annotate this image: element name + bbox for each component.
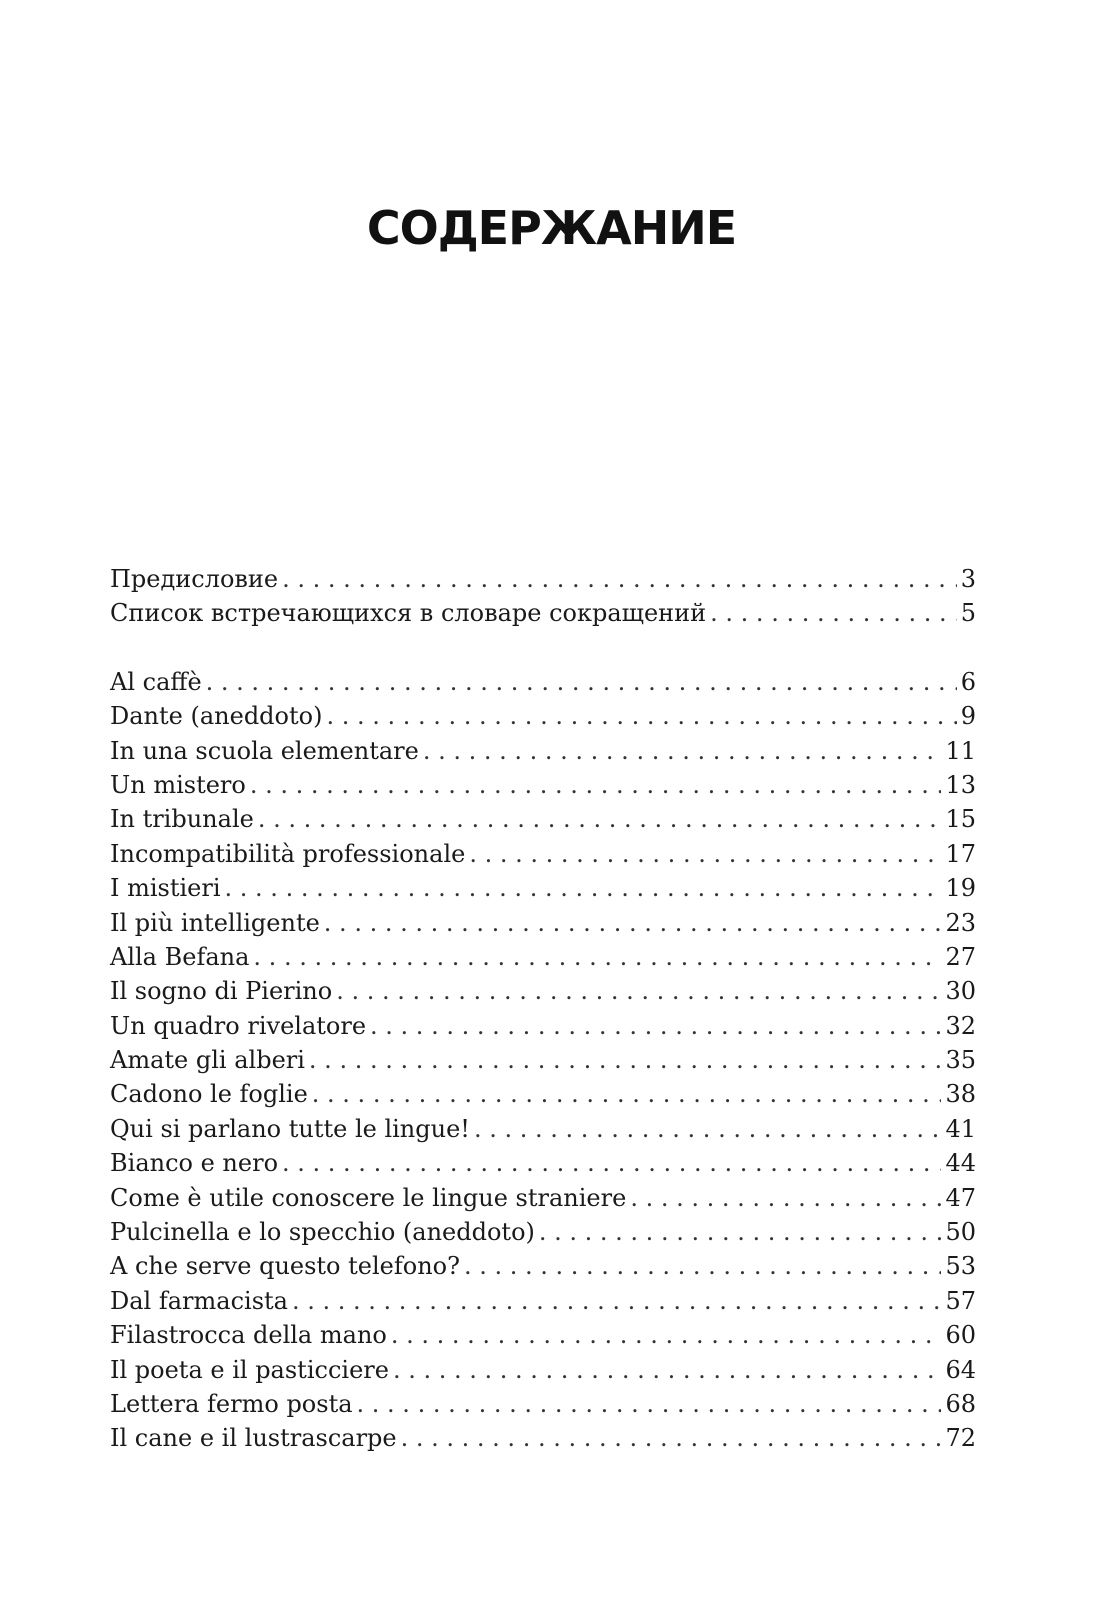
toc-entry-title: Il sogno di Pierino [110, 977, 333, 1006]
toc-entry-title: Amate gli alberi [110, 1046, 305, 1075]
toc-entry-title: Il poeta e il pasticciere [110, 1355, 389, 1384]
toc-entry-page: 72 [945, 1424, 976, 1453]
toc-entry-page: 50 [945, 1218, 976, 1247]
dot-leader [292, 1284, 941, 1318]
toc-entry-title: Cadono le foglie [110, 1080, 308, 1109]
dot-leader [282, 562, 957, 596]
toc-entry[interactable] [110, 906, 976, 940]
dot-leader [630, 1181, 941, 1215]
toc-entry-title: Il più intelligente [110, 908, 320, 937]
toc-entry-title: Un mistero [110, 770, 246, 799]
dot-leader [326, 699, 956, 733]
toc-front-matter [110, 562, 976, 631]
table-of-contents [110, 562, 976, 1456]
dot-leader [357, 1387, 942, 1421]
toc-entry-title: Come è utile conoscere le lingue straniere [110, 1183, 627, 1212]
toc-entry-title: Il cane e il lustrascarpe [110, 1424, 397, 1453]
toc-entry-title: Qui si parlano tutte le lingue! [110, 1114, 470, 1143]
toc-entry-page: 15 [945, 805, 976, 834]
dot-leader [324, 906, 942, 940]
toc-entry-title: Un quadro rivelatore [110, 1011, 367, 1040]
toc-entry[interactable] [110, 1215, 976, 1249]
toc-entry-page: 9 [960, 702, 976, 731]
toc-entry-page: 68 [945, 1389, 976, 1418]
toc-entry[interactable] [110, 562, 976, 596]
page-title: СОДЕРЖАНИЕ [366, 200, 737, 255]
toc-stories [110, 665, 976, 1456]
toc-entry-page: 41 [945, 1114, 976, 1143]
toc-entry-page: 44 [945, 1149, 976, 1178]
toc-entry[interactable] [110, 1112, 976, 1146]
toc-entry-title: Pulcinella e lo specchio (aneddoto) [110, 1218, 535, 1247]
toc-entry-page: 64 [945, 1355, 976, 1384]
dot-leader [370, 1009, 941, 1043]
toc-entry-page: 11 [945, 736, 976, 765]
dot-leader [391, 1318, 942, 1352]
dot-leader [393, 1353, 942, 1387]
toc-entry-page: 47 [945, 1183, 976, 1212]
dot-leader [464, 1249, 941, 1283]
dot-leader [309, 1043, 942, 1077]
toc-entry[interactable] [110, 802, 976, 836]
toc-entry-page: 32 [945, 1011, 976, 1040]
toc-entry[interactable] [110, 1009, 976, 1043]
toc-entry-title: Dal farmacista [110, 1286, 288, 1315]
dot-leader [225, 871, 942, 905]
toc-entry-title: Incompatibilità professionale [110, 839, 466, 868]
toc-entry-page: 57 [945, 1286, 976, 1315]
toc-entry[interactable] [110, 1284, 976, 1318]
toc-entry[interactable] [110, 871, 976, 905]
toc-entry[interactable] [110, 1249, 976, 1283]
toc-entry-page: 17 [945, 839, 976, 868]
toc-entry[interactable] [110, 734, 976, 768]
toc-entry-page: 6 [960, 667, 976, 696]
toc-entry[interactable] [110, 1181, 976, 1215]
toc-entry-title: Filastrocca della mano [110, 1321, 387, 1350]
toc-entry-page: 53 [945, 1252, 976, 1281]
toc-entry-title: In tribunale [110, 805, 254, 834]
toc-entry[interactable] [110, 699, 976, 733]
toc-entry-page: 23 [945, 908, 976, 937]
toc-entry-page: 5 [960, 599, 976, 628]
toc-entry-title: Предисловие [110, 565, 279, 593]
toc-entry[interactable] [110, 768, 976, 802]
toc-entry-title: Alla Befana [110, 942, 250, 971]
toc-entry[interactable] [110, 1077, 976, 1111]
dot-leader [258, 802, 942, 836]
toc-entry-title: Dante (aneddoto) [110, 702, 323, 731]
toc-entry-title: A che serve questo telefono? [110, 1252, 460, 1281]
dot-leader [474, 1112, 942, 1146]
dot-leader [250, 768, 942, 802]
toc-entry-page: 30 [945, 977, 976, 1006]
dot-leader [206, 665, 957, 699]
toc-entry[interactable] [110, 1318, 976, 1352]
toc-entry-page: 19 [945, 874, 976, 903]
toc-entry[interactable] [110, 940, 976, 974]
toc-entry-title: I mistieri [110, 874, 221, 903]
dot-leader [710, 596, 957, 630]
toc-entry[interactable] [110, 1353, 976, 1387]
toc-entry-page: 13 [945, 770, 976, 799]
toc-entry[interactable] [110, 596, 976, 630]
toc-entry-title: Bianco e nero [110, 1149, 279, 1178]
dot-leader [253, 940, 941, 974]
toc-entry-title: Lettera fermo posta [110, 1389, 353, 1418]
toc-entry[interactable] [110, 665, 976, 699]
toc-entry-page: 27 [945, 942, 976, 971]
toc-entry-title: Al caffè [110, 667, 202, 696]
dot-leader [336, 974, 941, 1008]
dot-leader [401, 1421, 942, 1455]
toc-entry-page: 60 [945, 1321, 976, 1350]
toc-entry-title: In una scuola elementare [110, 736, 419, 765]
toc-entry-page: 35 [945, 1046, 976, 1075]
toc-entry-page: 38 [945, 1080, 976, 1109]
toc-entry[interactable] [110, 974, 976, 1008]
toc-entry-page: 3 [960, 565, 976, 593]
toc-entry-title: Список встречающихся в словаре сокращений [110, 599, 707, 628]
toc-entry[interactable] [110, 1387, 976, 1421]
dot-leader [312, 1077, 942, 1111]
dot-leader [469, 837, 941, 871]
toc-entry[interactable] [110, 1043, 976, 1077]
dot-leader [282, 1146, 941, 1180]
toc-entry[interactable] [110, 837, 976, 871]
toc-entry[interactable] [110, 1146, 976, 1180]
toc-entry[interactable] [110, 1421, 976, 1455]
dot-leader [539, 1215, 942, 1249]
dot-leader [423, 734, 942, 768]
